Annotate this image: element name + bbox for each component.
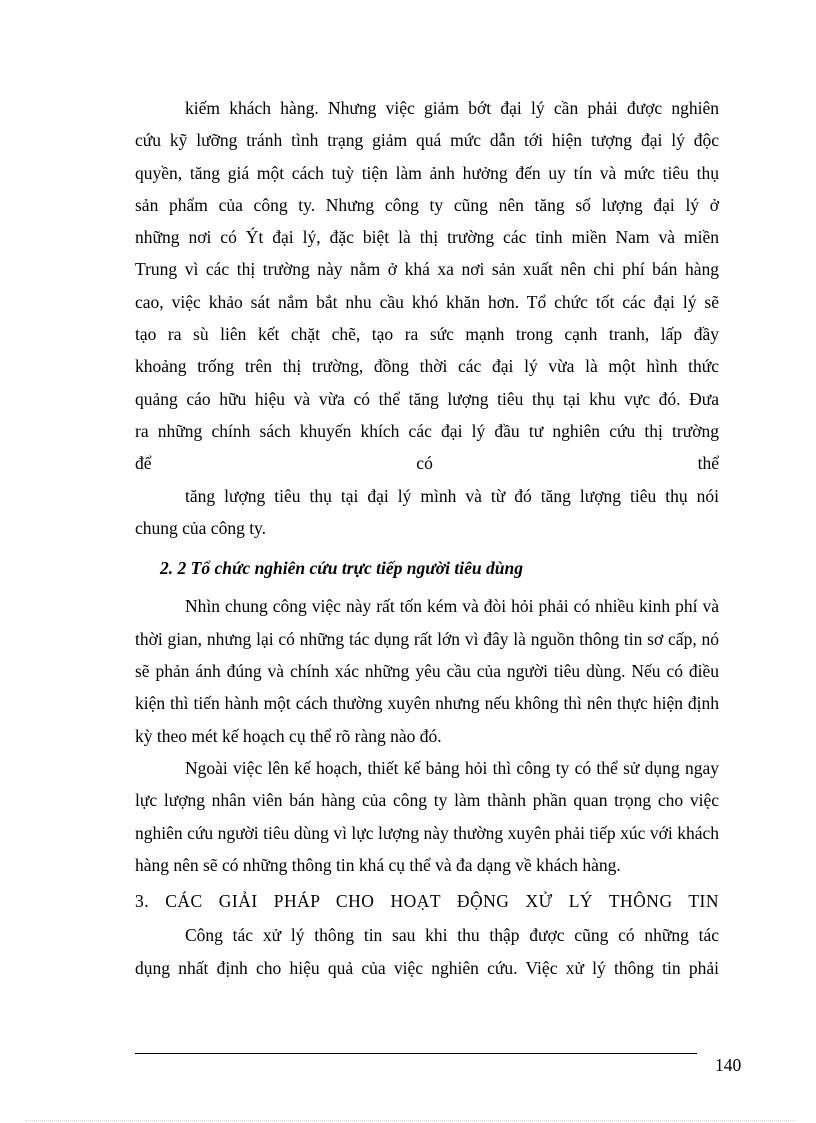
paragraph-line: Công tác xử lý thông tin sau khi thu thập được cũng có những tác (185, 925, 719, 946)
section-heading-3: 3. CÁC GIẢI PHÁP CHO HOẠT ĐỘNG XỬ LÝ THÔNG TIN (135, 891, 719, 912)
paragraph-line: quảng cáo hữu hiệu và vừa có thể tăng lượng tiêu thụ tại khu vực đó. Đưa (135, 388, 719, 409)
page-number: 140 (715, 1055, 742, 1075)
paragraph-line: tăng lượng tiêu thụ tại đại lý mình và từ đó tăng lượng tiêu thụ nói (185, 485, 719, 506)
paragraph-line: cao, việc khảo sát nắm bắt nhu cầu khó khăn hơn. Tổ chức tốt các đại lý sẽ (135, 291, 719, 312)
paragraph-line: khoảng trống trên thị trường, đồng thời các đại lý vừa là một hình thức (135, 356, 719, 377)
paragraph: Ngoài việc lên kế hoạch, thiết kế bảng hỏi thì công ty có thể sử dụng ngay lực lượng nhân viên bán hàng của công ty làm thành phần quan trọng cho việc nghiên cứu người tiêu dùng vì lực lượng này thường xuyên phải tiếp xúc với khách hàng nên sẽ có những thông tin khá cụ thể và đa dạng về khách hàng. (135, 757, 719, 875)
paragraph-line: những nơi có Ýt đại lý, đặc biệt là thị trường các tỉnh miền Nam và miền (135, 227, 719, 248)
paragraph-line: để có thể (135, 453, 719, 474)
paragraph-line: kiếm khách hàng. Nhưng việc giảm bớt đại lý cần phải được nghiên (185, 98, 719, 118)
paragraph-line: ra những chính sách khuyến khích các đại lý đầu tư nghiên cứu thị trường (135, 420, 719, 441)
paragraph-line: quyền, tăng giá một cách tuỳ tiện làm ảnh hưởng đến uy tín và mức tiêu thụ (135, 162, 719, 183)
page-edge-divider (25, 1120, 795, 1121)
paragraph-line: dụng nhất định cho hiệu quả của việc nghiên cứu. Việc xử lý thông tin phải (135, 957, 719, 978)
paragraph-line: cứu kỹ lưỡng tránh tình trạng giảm quá mức dẫn tới hiện tượng đại lý độc (135, 130, 719, 151)
body-text (135, 92, 719, 984)
paragraph-line: chung của công ty. (135, 517, 267, 538)
paragraph: Nhìn chung công việc này rất tốn kém và đòi hỏi phải có nhiều kinh phí và thời gian, nhưng lại có những tác dụng rất lớn vì đây là nguồn thông tin sơ cấp, nó sẽ phản ánh đúng và chính xác những yêu cầu của người tiêu dùng. Nếu có điều kiện thì tiến hành một cách thường xuyên nhưng nếu không thì nên thực hiện định kỳ theo mét kế hoạch cụ thể rõ ràng nào đó. (135, 596, 719, 746)
paragraph-line: tạo ra sù liên kết chặt chẽ, tạo ra sức mạnh trong cạnh tranh, lấp đầy (135, 324, 719, 345)
paragraph-line: Trung vì các thị trường này nằm ở khá xa nơi sản xuất nên chi phí bán hàng (135, 259, 719, 280)
paragraph-line: sản phẩm của công ty. Nhưng công ty cũng nên tăng số lượng đại lý ở (135, 194, 719, 215)
footer-rule (135, 1053, 697, 1054)
section-heading-2-2: 2. 2 Tổ chức nghiên cứu trực tiếp người tiêu dùng (160, 558, 523, 579)
